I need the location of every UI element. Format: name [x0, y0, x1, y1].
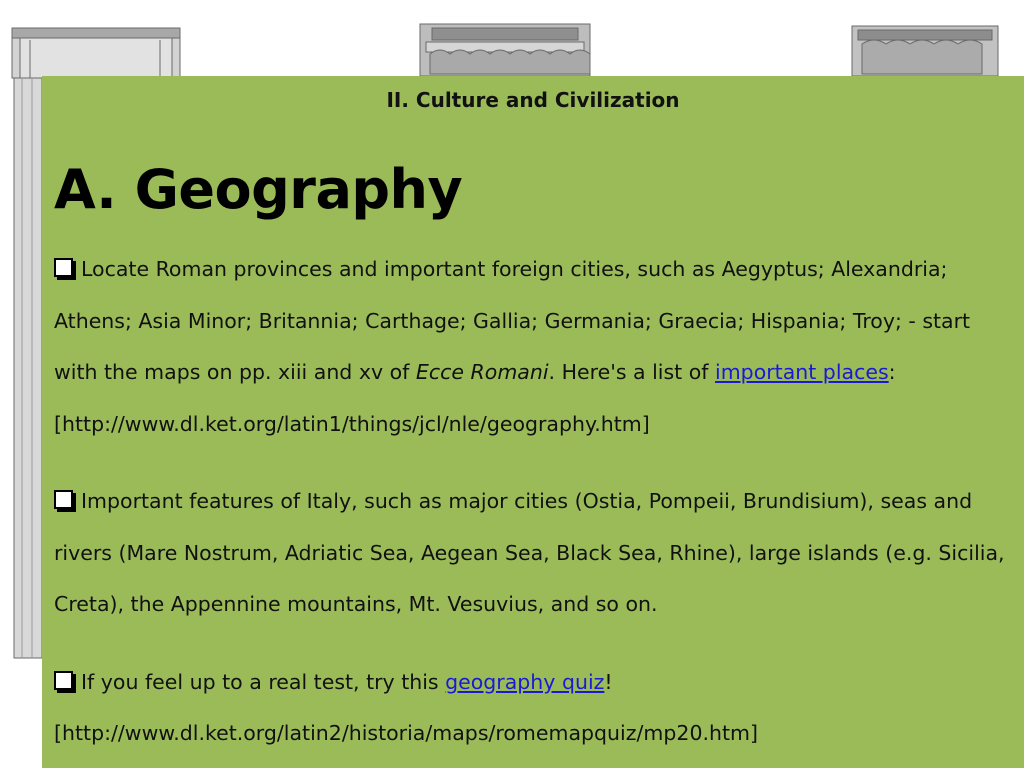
book-title: Ecce Romani: [415, 360, 549, 384]
bullet-text: If you feel up to a real test, try this: [81, 669, 446, 694]
bullet-list: [54, 244, 1009, 760]
bullet-quiz: [54, 657, 1009, 760]
checkbox-bullet-icon: [54, 671, 73, 690]
geography-quiz-link[interactable]: geography quiz: [445, 669, 605, 694]
bullet-text: Important features of Italy, such as major cities (Ostia, Pompeii, Brundisium), seas and rivers (Mare Nostrum, Adriatic Sea, Aegean Sea, Black Sea, Rhine), large islands (e.g. Sicilia, Creta), the Appennine mountains, Mt. Vesuvius, and so on.: [54, 489, 1005, 616]
bullet-text: : [http://www.dl.ket.org/latin1/things/jcl/nle/geography.htm]: [54, 360, 896, 436]
bullet-text: Locate Roman provinces and important foreign cities, such as Aegyptus; Alexandria; Athens; Asia Minor; Britannia; Carthage; Gallia; Germania; Graecia; Hispania; Troy; - start with the maps on pp. xiii and xv of: [54, 257, 971, 384]
bullet-text: . Here's a list of: [548, 360, 716, 384]
bullet-text: ! [http://www.dl.ket.org/latin2/historia/maps/romemapquiz/mp20.htm]: [54, 669, 758, 745]
bullet-provinces: [54, 244, 1009, 450]
checkbox-bullet-icon: [54, 490, 73, 509]
slide-subtitle: II. Culture and Civilization: [386, 88, 680, 112]
important-places-link[interactable]: important places: [715, 360, 889, 384]
checkbox-bullet-icon: [54, 258, 73, 277]
bullet-italy: [54, 476, 1009, 631]
slide-title: A. Geography: [54, 158, 463, 221]
